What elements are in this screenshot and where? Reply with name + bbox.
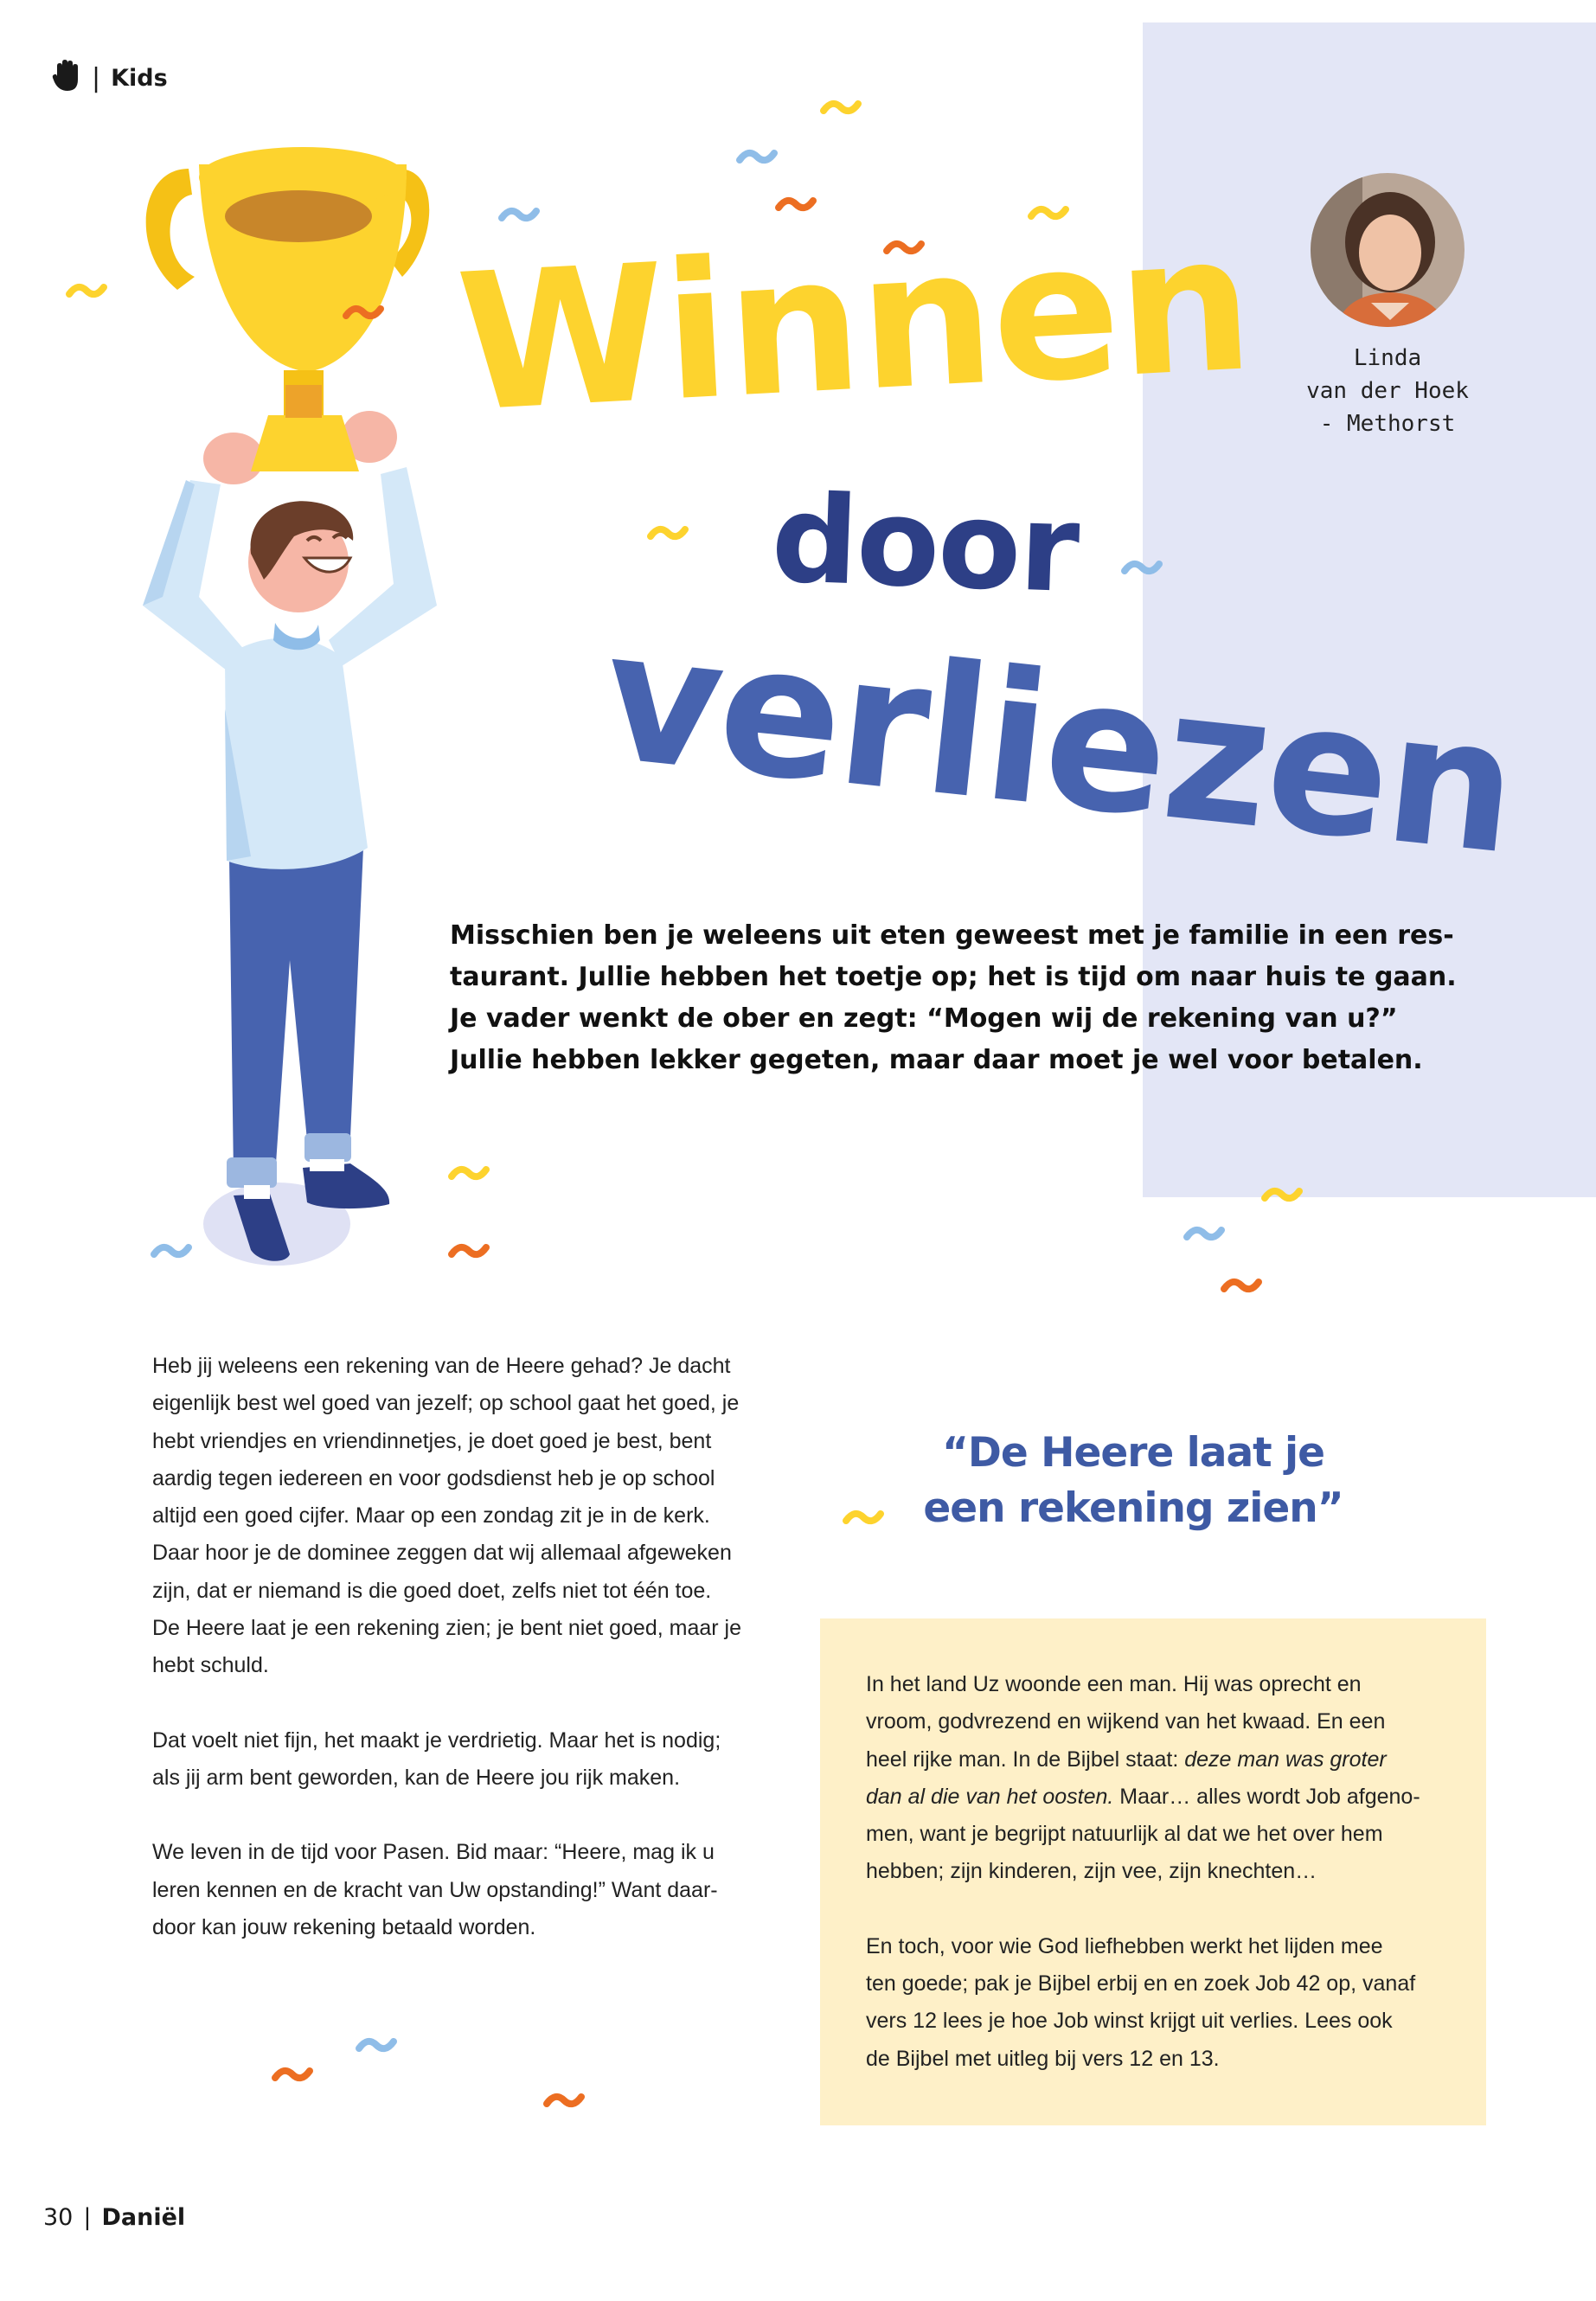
body-line: Heb jij weleens een rekening van de Heere gehad? Je dacht [152, 1354, 731, 1378]
title-line-1: Winnen [452, 194, 1256, 454]
left-hand [203, 433, 264, 484]
magazine-name: Daniël [101, 2204, 186, 2231]
intro-paragraph [450, 915, 1457, 1081]
job-story-text [866, 1666, 1444, 2078]
hand-icon [52, 59, 81, 98]
box-line: ten goede; pak je Bijbel erbij en en zoek Job 42 op, vanaf [866, 1971, 1416, 1997]
body-line: aardig tegen iedereen en voor godsdienst heb je op school [152, 1465, 715, 1490]
box-line: In het land Uz woonde een man. Hij was oprecht en [866, 1672, 1362, 1696]
body-line: als jij arm bent geworden, kan de Heere jou rijk maken. [152, 1765, 681, 1790]
section-label: Kids [111, 64, 168, 92]
title-line-3: verliezen [594, 591, 1524, 895]
body-line: hebt schuld. [152, 1653, 269, 1678]
box-line-part: Maar… alles wordt Job afgeno- [1113, 1784, 1420, 1809]
page-footer [43, 2204, 185, 2231]
author-name [1267, 342, 1508, 440]
body-line: eigenlijk best wel goed van jezelf; op school gaat het goed, je [152, 1391, 740, 1416]
footer-separator: | [83, 2204, 92, 2231]
body-line: hebt vriendjes en vriendinnetjes, je doet goed je best, bent [152, 1428, 712, 1453]
intro-line: Je vader wenkt de ober en zegt: “Mogen wij de rekening van u?” [450, 1003, 1398, 1034]
author-name-line-1: Linda [1353, 345, 1422, 371]
body-line: zijn, dat er niemand is die goed doet, zelfs niet tot één toe. [152, 1578, 712, 1603]
body-paragraph-3 [152, 1834, 775, 1946]
box-line: hebben; zijn kinderen, zijn vee, zijn knechten… [866, 1859, 1317, 1884]
intro-line: taurant. Jullie hebben het toetje op; het is tijd om naar huis te gaan. [450, 962, 1457, 992]
box-line: vers 12 lees je hoe Job winst krijgt uit verlies. Lees ook [866, 2009, 1393, 2034]
header-separator: | [92, 62, 101, 93]
page-number: 30 [43, 2204, 74, 2231]
pull-quote-line-2: een rekening zien” [923, 1484, 1343, 1532]
body-line: Daar hoor je de dominee zeggen dat wij allemaal afgeweken [152, 1541, 732, 1566]
bible-quote: dan al die van het oosten. [866, 1784, 1114, 1809]
box-line: de Bijbel met uitleg bij vers 12 en 13. [866, 2046, 1220, 2071]
right-cuff [304, 1133, 351, 1162]
author-name-line-3: - Methorst [1319, 411, 1456, 437]
intro-line: Misschien ben je weleens uit eten geweest met je familie in een res- [450, 920, 1454, 951]
left-cuff [227, 1157, 277, 1188]
body-line: door kan jouw rekening betaald worden. [152, 1914, 536, 1939]
box-line-part: heel rijke man. In de Bijbel staat: [866, 1747, 1185, 1772]
intro-line: Jullie hebben lekker gegeten, maar daar moet je wel voor betalen. [450, 1045, 1423, 1075]
body-paragraph-1 [152, 1348, 775, 1685]
body-line: altijd een goed cijfer. Maar op een zondag zit je in de kerk. [152, 1503, 710, 1529]
body-text [152, 1348, 775, 1984]
pull-quote-line-1: “De Heere laat je [941, 1429, 1324, 1477]
box-line: men, want je begrijpt natuurlijk al dat we het over hem [866, 1822, 1383, 1847]
bible-quote: deze man was groter [1184, 1747, 1387, 1772]
body-line: We leven in de tijd voor Pasen. Bid maar: “Heere, mag ik u [152, 1840, 715, 1865]
trousers [229, 848, 363, 1176]
author-photo [1311, 173, 1465, 327]
section-header [52, 57, 168, 99]
author-name-line-2: van der Hoek [1306, 378, 1469, 404]
box-line [866, 1779, 1444, 1816]
title-line-2: door [769, 468, 1080, 621]
box-line [866, 1741, 1444, 1779]
body-line: De Heere laat je een rekening zien; je bent niet goed, maar je [152, 1616, 741, 1641]
pull-quote [874, 1426, 1393, 1536]
box-line: En toch, voor wie God liefhebben werkt het lijden mee [866, 1933, 1383, 1958]
body-paragraph-2 [152, 1722, 775, 1798]
body-line: Dat voelt niet fijn, het maakt je verdrietig. Maar het is nodig; [152, 1727, 721, 1753]
body-line: leren kennen en de kracht van Uw opstanding!” Want daar- [152, 1877, 718, 1902]
box-line: vroom, godvrezend en wijkend van het kwaad. En een [866, 1709, 1386, 1734]
